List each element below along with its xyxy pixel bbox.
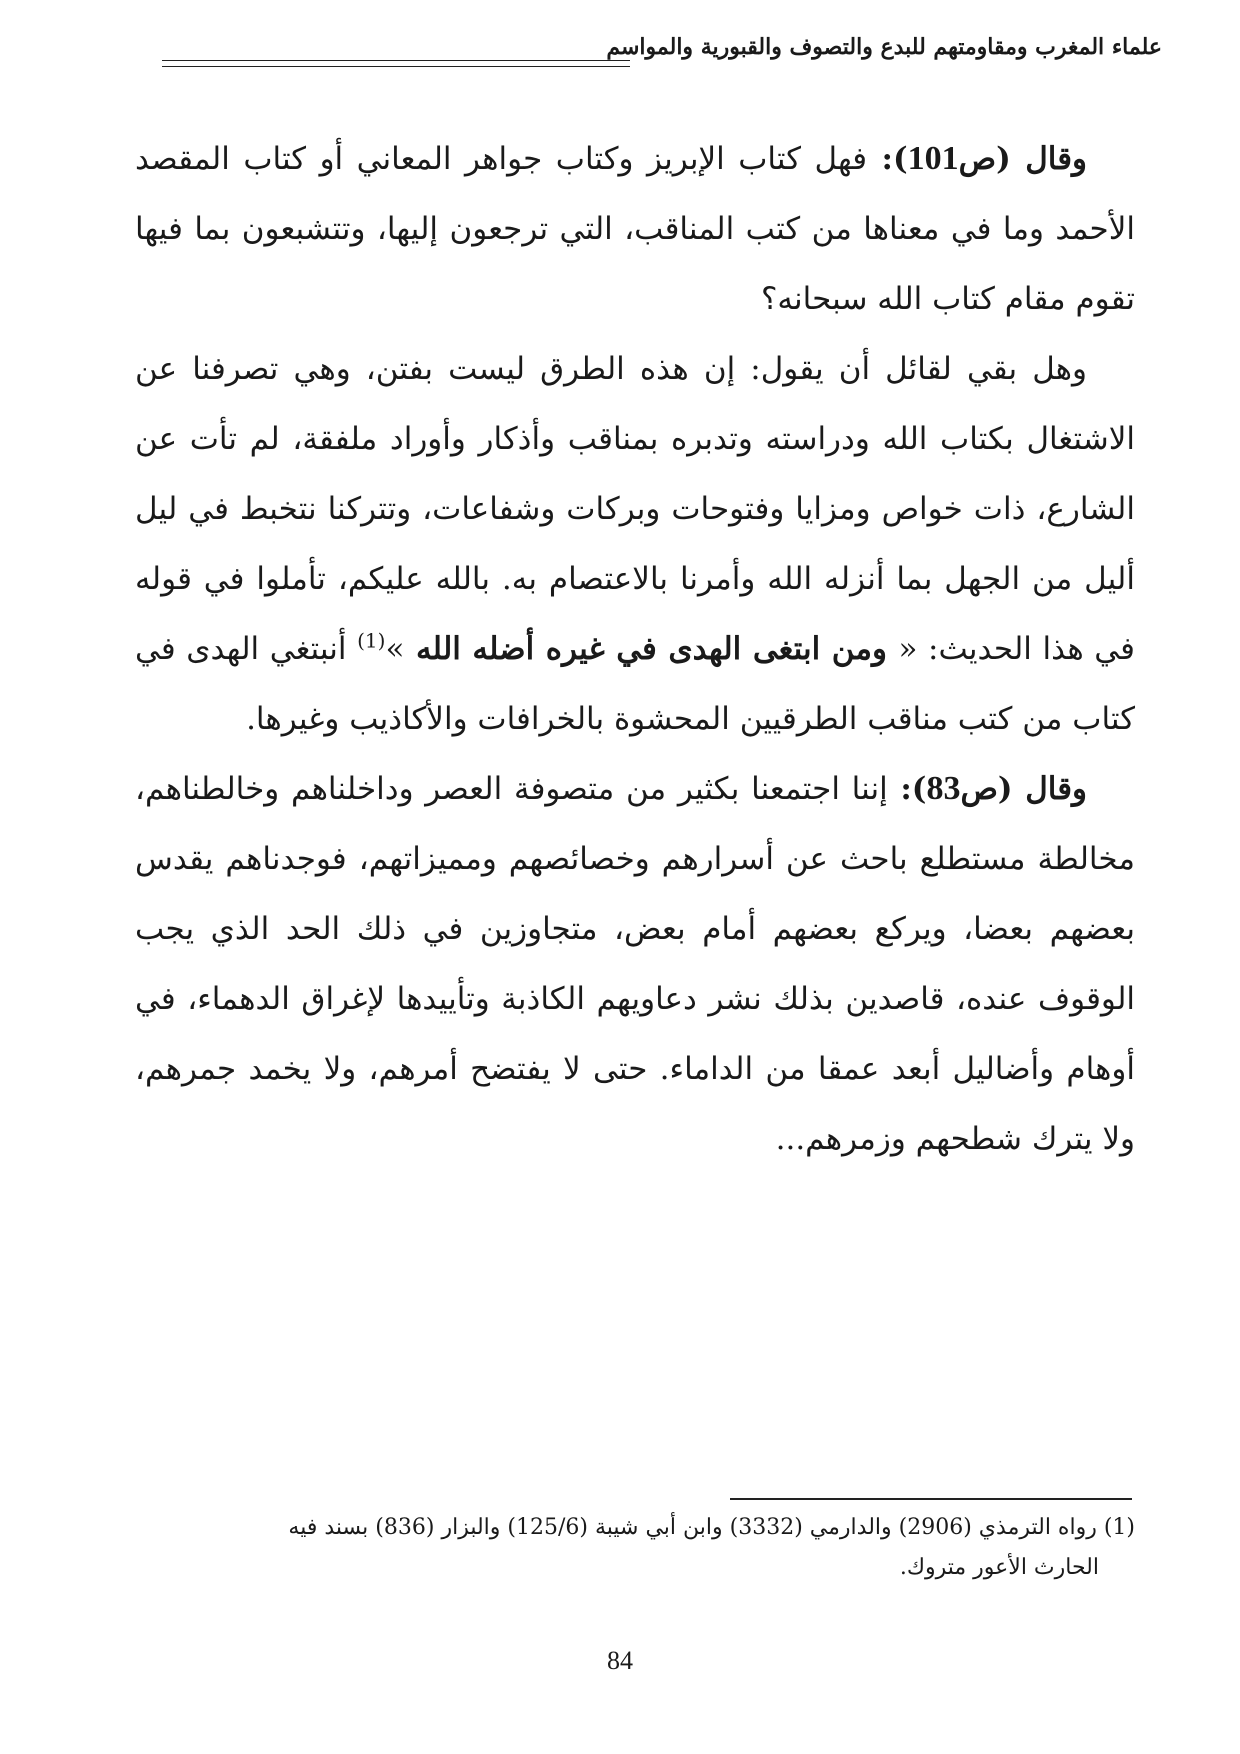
citation-page-number: 83 xyxy=(926,770,961,807)
paragraph-text: وهل بقي لقائل أن يقول: إن هذه الطرق ليست بفتن، وهي تصرفنا عن الاشتغال بكتاب الله ودراسته وتدبره بمناقب وأذكار وأوراد ملفقة، لم تأت عن الشارع، ذات خواص ومزايا وفتوحات وبركات وشفاعات، وتتركنا نتخبط في ليل أليل من الجهل بما أنزله الله وأمرنا بالاعتصام به. بالله عليكم، تأملوا في قوله في هذا الحديث: « xyxy=(135,351,1135,667)
footnote-line-2: الحارث الأعور متروك. xyxy=(899,1555,1099,1580)
citation-page-number: 101 xyxy=(907,140,959,177)
quote-close: » xyxy=(385,631,405,667)
citation-close: ): xyxy=(887,771,927,807)
footnote-marker[interactable]: (1) xyxy=(357,628,386,653)
citation-close: ): xyxy=(867,141,908,177)
paragraph-text: إننا اجتمعنا بكثير من متصوفة العصر وداخلناهم وخالطناهم، مخالطة مستطلع باحث عن أسرارهم وخصائصهم ومميزاتهم، فوجدناهم يقدس بعضهم بعضا، ويركع بعضهم أمام بعض، متجاوزين في ذلك الحد الذي يجب الوقوف عنده، قاصدين بذلك نشر دعاويهم الكاذبة وتأييدها لإغراق الدهماء، في أوهام وأضاليل أبعد عمقا من الداماء. حتى لا يفتضح أمرهم، ولا يخمد جمرهم، ولا يترك شطحهم وزمرهم... xyxy=(135,771,1135,1157)
footnote-line-1: (1) رواه الترمذي (2906) والدارمي (3332) وابن أبي شيبة (125/6) والبزار (836) بسند فيه xyxy=(288,1515,1135,1540)
citation-lead: وقال (ص xyxy=(958,141,1088,177)
paragraph-2 xyxy=(135,334,1135,754)
paragraph-1 xyxy=(135,124,1135,334)
footnote-rule xyxy=(730,1498,1132,1500)
paragraph-3 xyxy=(135,754,1135,1174)
footnote xyxy=(135,1508,1135,1588)
citation-lead: وقال (ص xyxy=(960,771,1088,807)
page-number: 84 xyxy=(607,1646,633,1675)
hadith-quote: ومن ابتغى الهدى في غيره أضله الله xyxy=(404,631,899,667)
body-text xyxy=(135,124,1135,1174)
running-title: علماء المغرب ومقاومتهم للبدع والتصوف والقبورية والمواسم xyxy=(606,34,1162,60)
paragraph-text-continued: أنبتغي الهدى في كتاب من كتب مناقب الطرقيين المحشوة بالخرافات والأكاذيب وغيرها. xyxy=(135,631,1135,737)
paragraph-text: فهل كتاب الإبريز وكتاب جواهر المعاني أو كتاب المقصد الأحمد وما في معناها من كتب المناقب، التي ترجعون إليها، وتتشبعون بما فيها تقوم مقام كتاب الله سبحانه؟ xyxy=(135,141,1135,317)
header-rule xyxy=(162,60,630,67)
